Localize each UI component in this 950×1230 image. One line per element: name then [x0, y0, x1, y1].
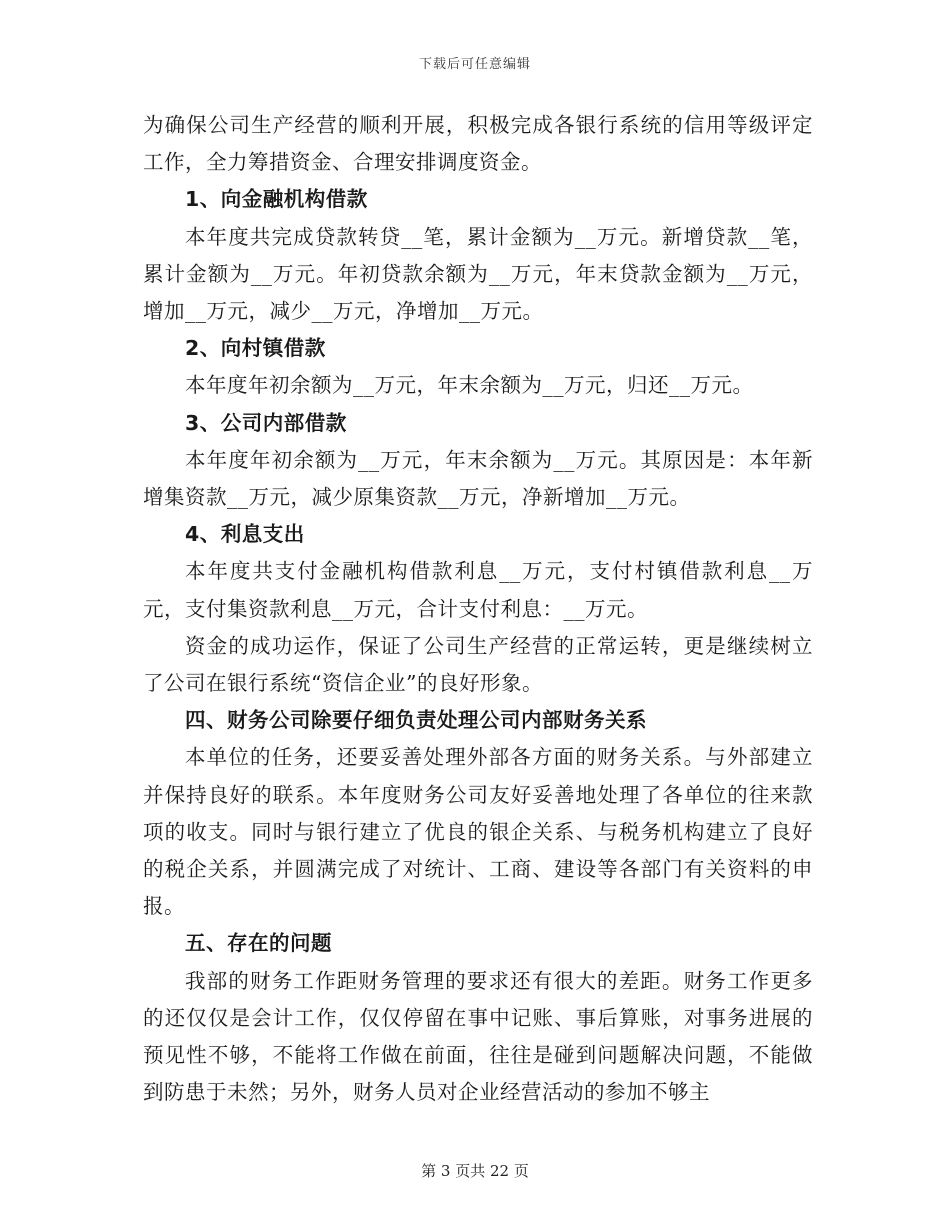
intro-paragraph: 为确保公司生产经营的顺利开展，积极完成各银行系统的信用等级评定工作，全力筹措资金、合理安排调度资金。 [143, 113, 813, 175]
section-heading-financial-loans: 1、向金融机构借款 [185, 187, 368, 212]
paragraph-external-relations: 本单位的任务，还要妥善处理外部各方面的财务关系。与外部建立并保持良好的联系。本年度财务公司友好妥善地处理了各单位的往来款项的收支。同时与银行建立了优良的银企关系、与税务机构建立了良好的税企关系，并圆满完成了对统计、工商、建设等各部门有关资料的申报。 [143, 745, 813, 919]
paragraph-problems: 我部的财务工作距财务管理的要求还有很大的差距。财务工作更多的还仅仅是会计工作，仅仅停留在事中记账、事后算账，对事务进展的预见性不够，不能将工作做在前面，往往是碰到问题解决问题，不能做到防患于未然；另外，财务人员对企业经营活动的参加不够主 [143, 968, 813, 1105]
section-heading-external-relations: 四、财务公司除要仔细负责处理公司内部财务关系 [185, 708, 647, 733]
document-body [143, 107, 813, 1111]
section-heading-internal-loans: 3、公司内部借款 [185, 410, 347, 435]
paragraph-interest: 本年度共支付金融机构借款利息__万元，支付村镇借款利息__万元，支付集资款利息__万元，合计支付利息：__万元。 [143, 559, 813, 621]
paragraph-financial-loans: 本年度共完成贷款转贷__笔，累计金额为__万元。新增贷款__笔，累计金额为__万元。年初贷款余额为__万元，年末贷款金额为__万元，增加__万元，减少__万元，净增加__万元。 [143, 224, 813, 324]
section-heading-village-loans: 2、向村镇借款 [185, 336, 326, 361]
section-heading-interest: 4、利息支出 [185, 522, 305, 547]
page-header: 下载后可任意编辑 [418, 57, 531, 72]
paragraph-internal-loans: 本年度年初余额为__万元，年末余额为__万元。其原因是：本年新增集资款__万元，减少原集资款__万元，净新增加__万元。 [143, 447, 813, 510]
page-footer: 第 3 页共 22 页 [421, 1162, 529, 1180]
paragraph-capital-operation: 资金的成功运作，保证了公司生产经营的正常运转，更是继续树立了公司在银行系统“资信企业”的良好形象。 [143, 633, 813, 696]
paragraph-village-loans: 本年度年初余额为__万元，年末余额为__万元，归还__万元。 [185, 373, 754, 398]
section-heading-problems: 五、存在的问题 [185, 931, 332, 956]
